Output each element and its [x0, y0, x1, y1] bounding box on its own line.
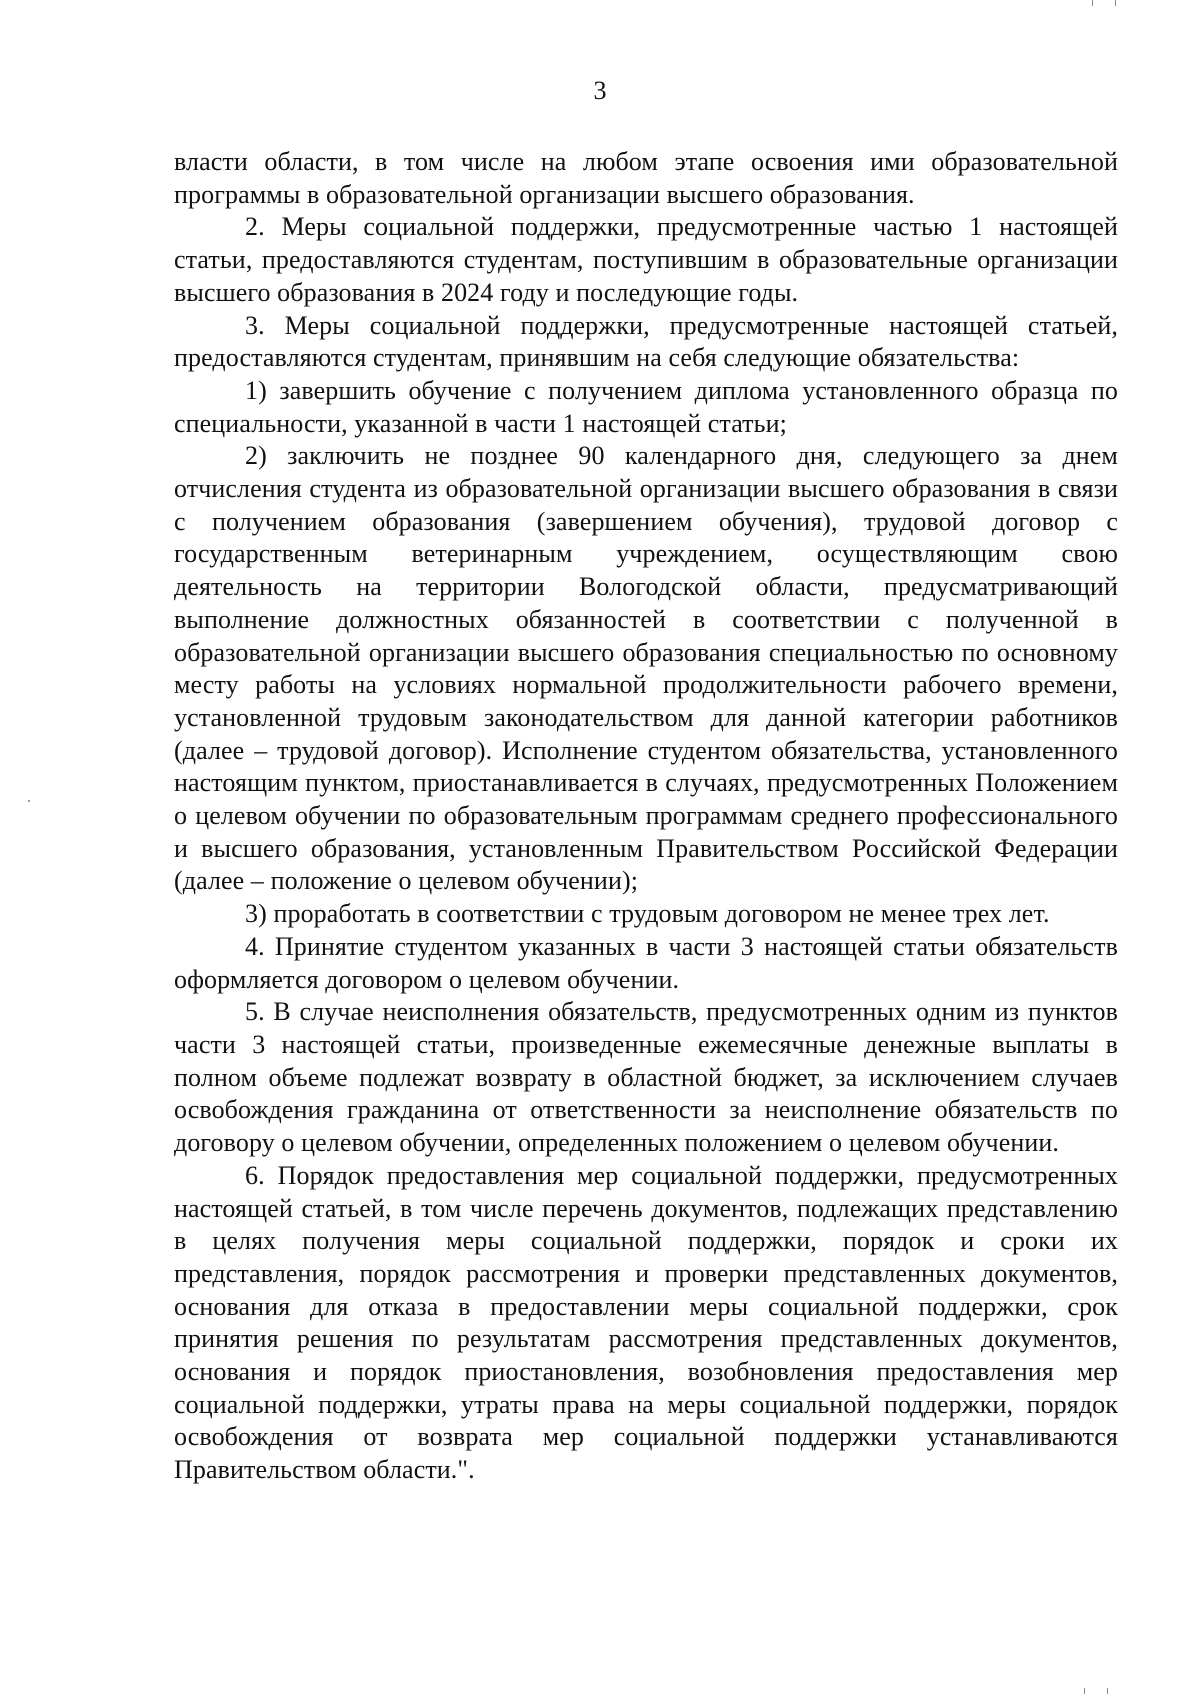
paragraph-item-1: 1) завершить обучение с получением диплома установленного образца по специальности, указанной в части 1 настоящей статьи; — [174, 375, 1118, 438]
paragraph-part-4: 4. Принятие студентом указанных в части 3 настоящей статьи обязательств оформляется договором о целевом обучении. — [174, 931, 1118, 994]
paragraph-part-2: 2. Меры социальной поддержки, предусмотренные частью 1 настоящей статьи, предоставляются студентам, поступившим в образовательные организации высшего образования в 2024 году и последующие годы. — [174, 212, 1118, 307]
paragraph-item-2: 2) заключить не позднее 90 календарного дня, следующего за днем отчисления студента из образовательной организации высшего образования в связи с получением образования (завершением обучения), трудовой договор с государственным ветеринарным учреждением, осуществляющим свою деятельность на территории Вологодской области, предусматривающий выполнение должностных обязанностей в соответствии с полученной в образовательной организации высшего образования специальностью по основному месту работы на условиях нормальной продолжительности рабочего времени, установленной трудовым законодательством для данной категории работников (далее – трудовой договор). Исполнение студентом обязательства, установленного настоящим пунктом, приостанавливается в случаях, предусмотренных Положением о целевом обучении по образовательным программам среднего профессионального и высшего образования, установленным Правительством Российской Федерации (далее – положение о целевом обучении); — [174, 441, 1118, 896]
paragraph-part-6: 6. Порядок предоставления мер социальной поддержки, предусмотренных настоящей статьей, в том числе перечень документов, подлежащих представлению в целях получения меры социальной поддержки, порядок и сроки их представления, порядок рассмотрения и проверки представленных документов, основания для отказа в предоставлении меры социальной поддержки, срок принятия решения по результатам рассмотрения представленных документов, основания и порядок приостановления, возобновления предоставления мер социальной поддержки, утраты права на меры социальной поддержки, порядок освобождения от возврата мер социальной поддержки устанавливаются Правительством области.". — [174, 1160, 1118, 1485]
paragraph-part-5: 5. В случае неисполнения обязательств, предусмотренных одним из пунктов части 3 настоящей статьи, произведенные ежемесячные денежные выплаты в полном объеме подлежат возврату в областной бюджет, за исключением случаев освобождения гражданина от ответственности за неисполнение обязательств по договору о целевом обучении, определенных положением о целевом обучении. — [174, 997, 1118, 1158]
page-number: 3 — [593, 76, 607, 105]
scan-speck — [28, 800, 30, 802]
scan-edge-mark — [1084, 1688, 1108, 1694]
paragraph-item-3: 3) проработать в соответствии с трудовым договором не менее трех лет. — [245, 899, 1050, 929]
paragraph-continuation: власти области, в том числе на любом этапе освоения ими образовательной программы в образовательной организации высшего образования. — [174, 147, 1118, 209]
paragraph-part-3: 3. Меры социальной поддержки, предусмотренные настоящей статьей, предоставляются студентам, принявшим на себя следующие обязательства: — [174, 310, 1118, 373]
document-body — [174, 146, 1118, 1487]
scan-edge-mark — [1092, 0, 1116, 6]
